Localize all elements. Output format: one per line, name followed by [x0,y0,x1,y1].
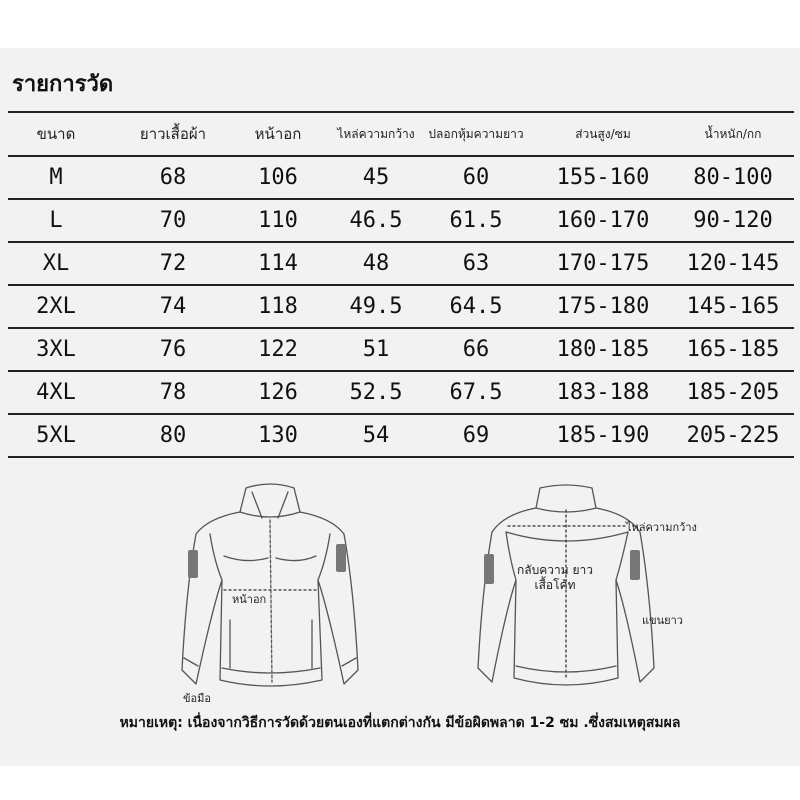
chest-label: หน้าอก [232,593,267,606]
shoulder-width-label: ไหล่ความกว้าง [626,521,697,534]
cell-chest: 126 [258,380,298,405]
cell-height: 155-160 [556,165,650,190]
cell-shoulder-width: 51 [362,337,390,362]
cell-size: 4XL [36,380,76,405]
jacket-measurement-diagram [0,470,800,710]
cuff-label: ข้อมือ [183,692,211,705]
cell-shoulder-width: 45 [362,165,390,190]
cell-height: 180-185 [556,337,650,362]
cell-sleeve-length: 67.5 [449,380,503,405]
table-row [8,286,794,329]
table-row [8,157,794,200]
cell-sleeve-length: 66 [462,337,490,362]
cell-size: 5XL [36,423,76,448]
sleeve-length-label: แขนยาว [642,614,683,627]
cell-chest: 106 [258,165,298,190]
cell-weight: 80-100 [693,165,773,190]
cell-garment-length: 78 [159,380,187,405]
measurement-note: หมายเหตุ: เนื่องจากวิธีการวัดด้วยตนเองที่แตกต่างกัน มีข้อผิดพลาด 1-2 ซม .ซึ่งสมเหตุสมผล [119,715,681,731]
table-row [8,329,794,372]
cell-weight: 90-120 [693,208,773,233]
header-garment-length: ยาวเสื้อผ้า [139,125,207,143]
front-jacket-drawing [182,484,358,686]
cell-height: 160-170 [556,208,650,233]
cell-weight: 185-205 [686,380,780,405]
cell-garment-length: 68 [159,165,187,190]
cell-chest: 122 [258,337,298,362]
cell-shoulder-width: 52.5 [349,380,403,405]
cell-size: L [49,208,63,233]
cell-chest: 118 [258,294,298,319]
cell-shoulder-width: 54 [362,423,390,448]
cell-shoulder-width: 48 [362,251,390,276]
cell-shoulder-width: 46.5 [349,208,403,233]
cell-chest: 130 [258,423,298,448]
cell-size: 3XL [36,337,76,362]
cell-shoulder-width: 49.5 [349,294,403,319]
cell-sleeve-length: 60 [462,165,490,190]
header-size: ขนาด [36,125,76,143]
header-sleeve-length: ปลอกหุ้มความยาว [428,126,524,141]
cell-height: 185-190 [556,423,650,448]
table-row [8,372,794,415]
cell-sleeve-length: 64.5 [449,294,503,319]
cell-weight: 145-165 [686,294,780,319]
cell-weight: 165-185 [686,337,780,362]
cell-height: 170-175 [556,251,650,276]
cell-chest: 114 [258,251,298,276]
cell-height: 175-180 [556,294,650,319]
header-chest: หน้าอก [254,125,302,143]
cell-garment-length: 72 [159,251,187,276]
cell-size: XL [42,251,70,276]
header-height: ส่วนสูง/ซม [575,126,631,141]
back-length-label: กลับความ ยาวเสื้อโค้ท [517,563,593,592]
cell-sleeve-length: 63 [462,251,490,276]
page-title: รายการวัด [12,72,114,97]
header-weight: น้ำหนัก/กก [704,126,762,141]
header-shoulder-width: ไหล่ความกว้าง [337,126,415,141]
table-header-row [8,113,794,157]
table-row [8,200,794,243]
cell-sleeve-length: 61.5 [449,208,503,233]
cell-chest: 110 [258,208,298,233]
cell-size: 2XL [36,294,76,319]
table-row [8,243,794,286]
cell-garment-length: 76 [159,337,187,362]
cell-weight: 120-145 [686,251,780,276]
cell-garment-length: 70 [159,208,187,233]
cell-size: M [49,165,63,190]
table-row [8,415,794,458]
cell-garment-length: 74 [159,294,187,319]
cell-height: 183-188 [556,380,650,405]
cell-sleeve-length: 69 [462,423,490,448]
size-table [8,111,794,458]
cell-garment-length: 80 [159,423,187,448]
cell-weight: 205-225 [686,423,780,448]
